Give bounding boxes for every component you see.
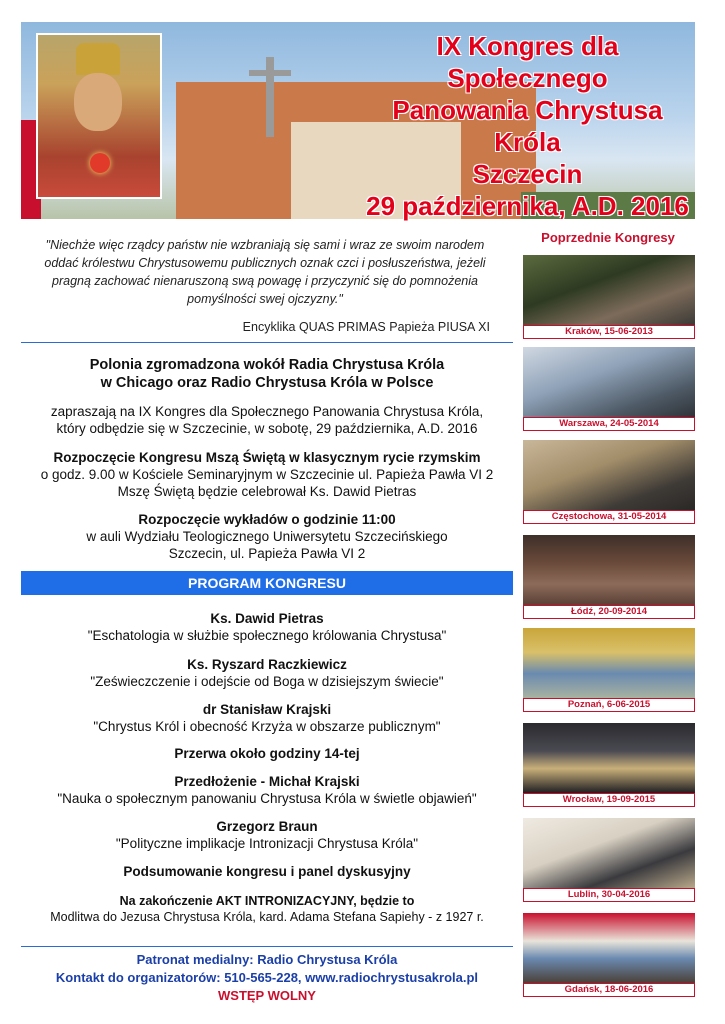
congress-thumb-gdansk[interactable] — [523, 913, 695, 997]
closing-heading: Na zakończenie AKT INTRONIZACYJNY, będzie to — [119, 894, 415, 908]
thumb-caption: Wrocław, 19-09-2015 — [523, 793, 695, 807]
congress-photo — [523, 347, 695, 417]
speaker-5: Grzegorz Braun — [216, 819, 318, 834]
program-item-4 — [21, 773, 513, 807]
congress-photo — [523, 628, 695, 698]
mass-heading: Rozpoczęcie Kongresu Mszą Świętą w klasycznym rycie rzymskim — [53, 450, 481, 465]
invite-text — [21, 403, 513, 437]
thumb-caption: Warszawa, 24-05-2014 — [523, 417, 695, 431]
congress-photo — [523, 913, 695, 983]
sacred-heart-icon — [90, 153, 110, 173]
congress-photo — [523, 440, 695, 510]
congress-photo — [523, 255, 695, 325]
invite-line-2: który odbędzie się w Szczecinie, w sobotę, 29 października, A.D. 2016 — [56, 421, 478, 436]
thumb-caption: Poznań, 6-06-2015 — [523, 698, 695, 712]
intro-heading-2: w Chicago oraz Radio Chrystusa Króla w Polsce — [100, 375, 434, 391]
speaker-3: dr Stanisław Krajski — [202, 702, 332, 717]
congress-photo — [523, 818, 695, 888]
quote-source: Encyklika QUAS PRIMAS Papieża PIUSA XI — [242, 320, 490, 334]
speaker-1: Ks. Dawid Pietras — [210, 611, 324, 626]
program-title: PROGRAM KONGRESU — [21, 571, 513, 595]
cross-arm — [249, 70, 291, 76]
header-title — [360, 30, 695, 222]
title-line-3: Szczecin — [472, 159, 583, 189]
closing-info — [21, 893, 513, 925]
lectures-line-2: Szczecin, ul. Papieża Pawła VI 2 — [168, 546, 366, 561]
program-item-5 — [21, 818, 513, 852]
divider-top — [21, 342, 513, 343]
congress-thumb-poznan[interactable] — [523, 628, 695, 712]
christ-king-portrait — [36, 33, 162, 199]
lectures-heading: Rozpoczęcie wykładów o godzinie 11:00 — [138, 512, 396, 527]
intro-heading — [21, 356, 513, 392]
free-entry-text: WSTĘP WOLNY — [218, 988, 316, 1003]
summary-panel: Podsumowanie kongresu i panel dyskusyjny — [123, 864, 411, 879]
lectures-line-1: w auli Wydziału Teologicznego Uniwersytetu Szczecińskiego — [86, 529, 448, 544]
congress-thumb-czestochowa[interactable] — [523, 440, 695, 524]
lectures-info — [21, 511, 513, 562]
contact-text[interactable]: Kontakt do organizatorów: 510-565-228, www.radiochrystusakrola.pl — [55, 970, 479, 985]
speaker-2: Ks. Ryszard Raczkiewicz — [187, 657, 347, 672]
title-line-1: IX Kongres dla Społecznego — [436, 31, 619, 93]
thumb-caption: Częstochowa, 31-05-2014 — [523, 510, 695, 524]
encyclical-quote: "Niechże więc rządcy państw nie wzbraniają się sami i wraz ze swoim narodem oddać królestwu Chrystusowemu publicznych oznak czci i posłuszeństwa, jeżeli pragną zachować nienaruszoną swą powagę i przyczynić się do pomnożenia pomyślności swej ojczyzny." — [44, 238, 486, 306]
sidebar-title: Poprzednie Kongresy — [541, 230, 675, 245]
congress-thumb-wroclaw[interactable] — [523, 723, 695, 807]
crown-icon — [76, 43, 120, 75]
thumb-caption: Gdańsk, 18-06-2016 — [523, 983, 695, 997]
patronat-text: Patronat medialny: Radio Chrystusa Króla — [136, 952, 398, 967]
program-item-1 — [21, 610, 513, 644]
congress-thumb-warszawa[interactable] — [523, 347, 695, 431]
mass-line-2: Mszę Świętą będzie celebrował Ks. Dawid Pietras — [117, 484, 417, 499]
title-line-4: 29 października, A.D. 2016 — [366, 191, 689, 221]
face — [74, 73, 122, 131]
talk-1: "Eschatologia w służbie społecznego królowania Chrystusa" — [87, 628, 447, 643]
thumb-caption: Lublin, 30-04-2016 — [523, 888, 695, 902]
congress-photo — [523, 535, 695, 605]
thumb-caption: Łódź, 20-09-2014 — [523, 605, 695, 619]
talk-2: "Ześwieczczenie i odejście od Boga w dzisiejszym świecie" — [90, 674, 444, 689]
congress-photo — [523, 723, 695, 793]
congress-thumb-lublin[interactable] — [523, 818, 695, 902]
divider-bottom — [21, 946, 513, 947]
congress-thumb-krakow[interactable] — [523, 255, 695, 339]
congress-thumb-lodz[interactable] — [523, 535, 695, 619]
program-item-3 — [21, 701, 513, 735]
talk-5: "Polityczne implikacje Intronizacji Chrystusa Króla" — [115, 836, 419, 851]
intro-heading-1: Polonia zgromadzona wokół Radia Chrystusa Króla — [89, 357, 445, 373]
closing-line: Modlitwa do Jezusa Chrystusa Króla, kard. Adama Stefana Sapiehy - z 1927 r. — [50, 910, 484, 924]
mass-line-1: o godz. 9.00 w Kościele Seminaryjnym w Szczecinie ul. Papieża Pawła VI 2 — [40, 467, 494, 482]
break-info: Przerwa około godziny 14-tej — [174, 746, 360, 761]
cross-tower — [266, 57, 274, 137]
title-line-2: Panowania Chrystusa Króla — [392, 95, 663, 157]
invite-line-1: zapraszają na IX Kongres dla Społecznego Panowania Chrystusa Króla, — [50, 404, 484, 419]
talk-4: "Nauka o społecznym panowaniu Chrystusa Króla w świetle objawień" — [57, 791, 477, 806]
talk-3: "Chrystus Król i obecność Krzyża w obszarze publicznym" — [93, 719, 441, 734]
program-item-2 — [21, 656, 513, 690]
mass-info — [21, 449, 513, 500]
speaker-4: Przedłożenie - Michał Krajski — [174, 774, 360, 789]
thumb-caption: Kraków, 15-06-2013 — [523, 325, 695, 339]
